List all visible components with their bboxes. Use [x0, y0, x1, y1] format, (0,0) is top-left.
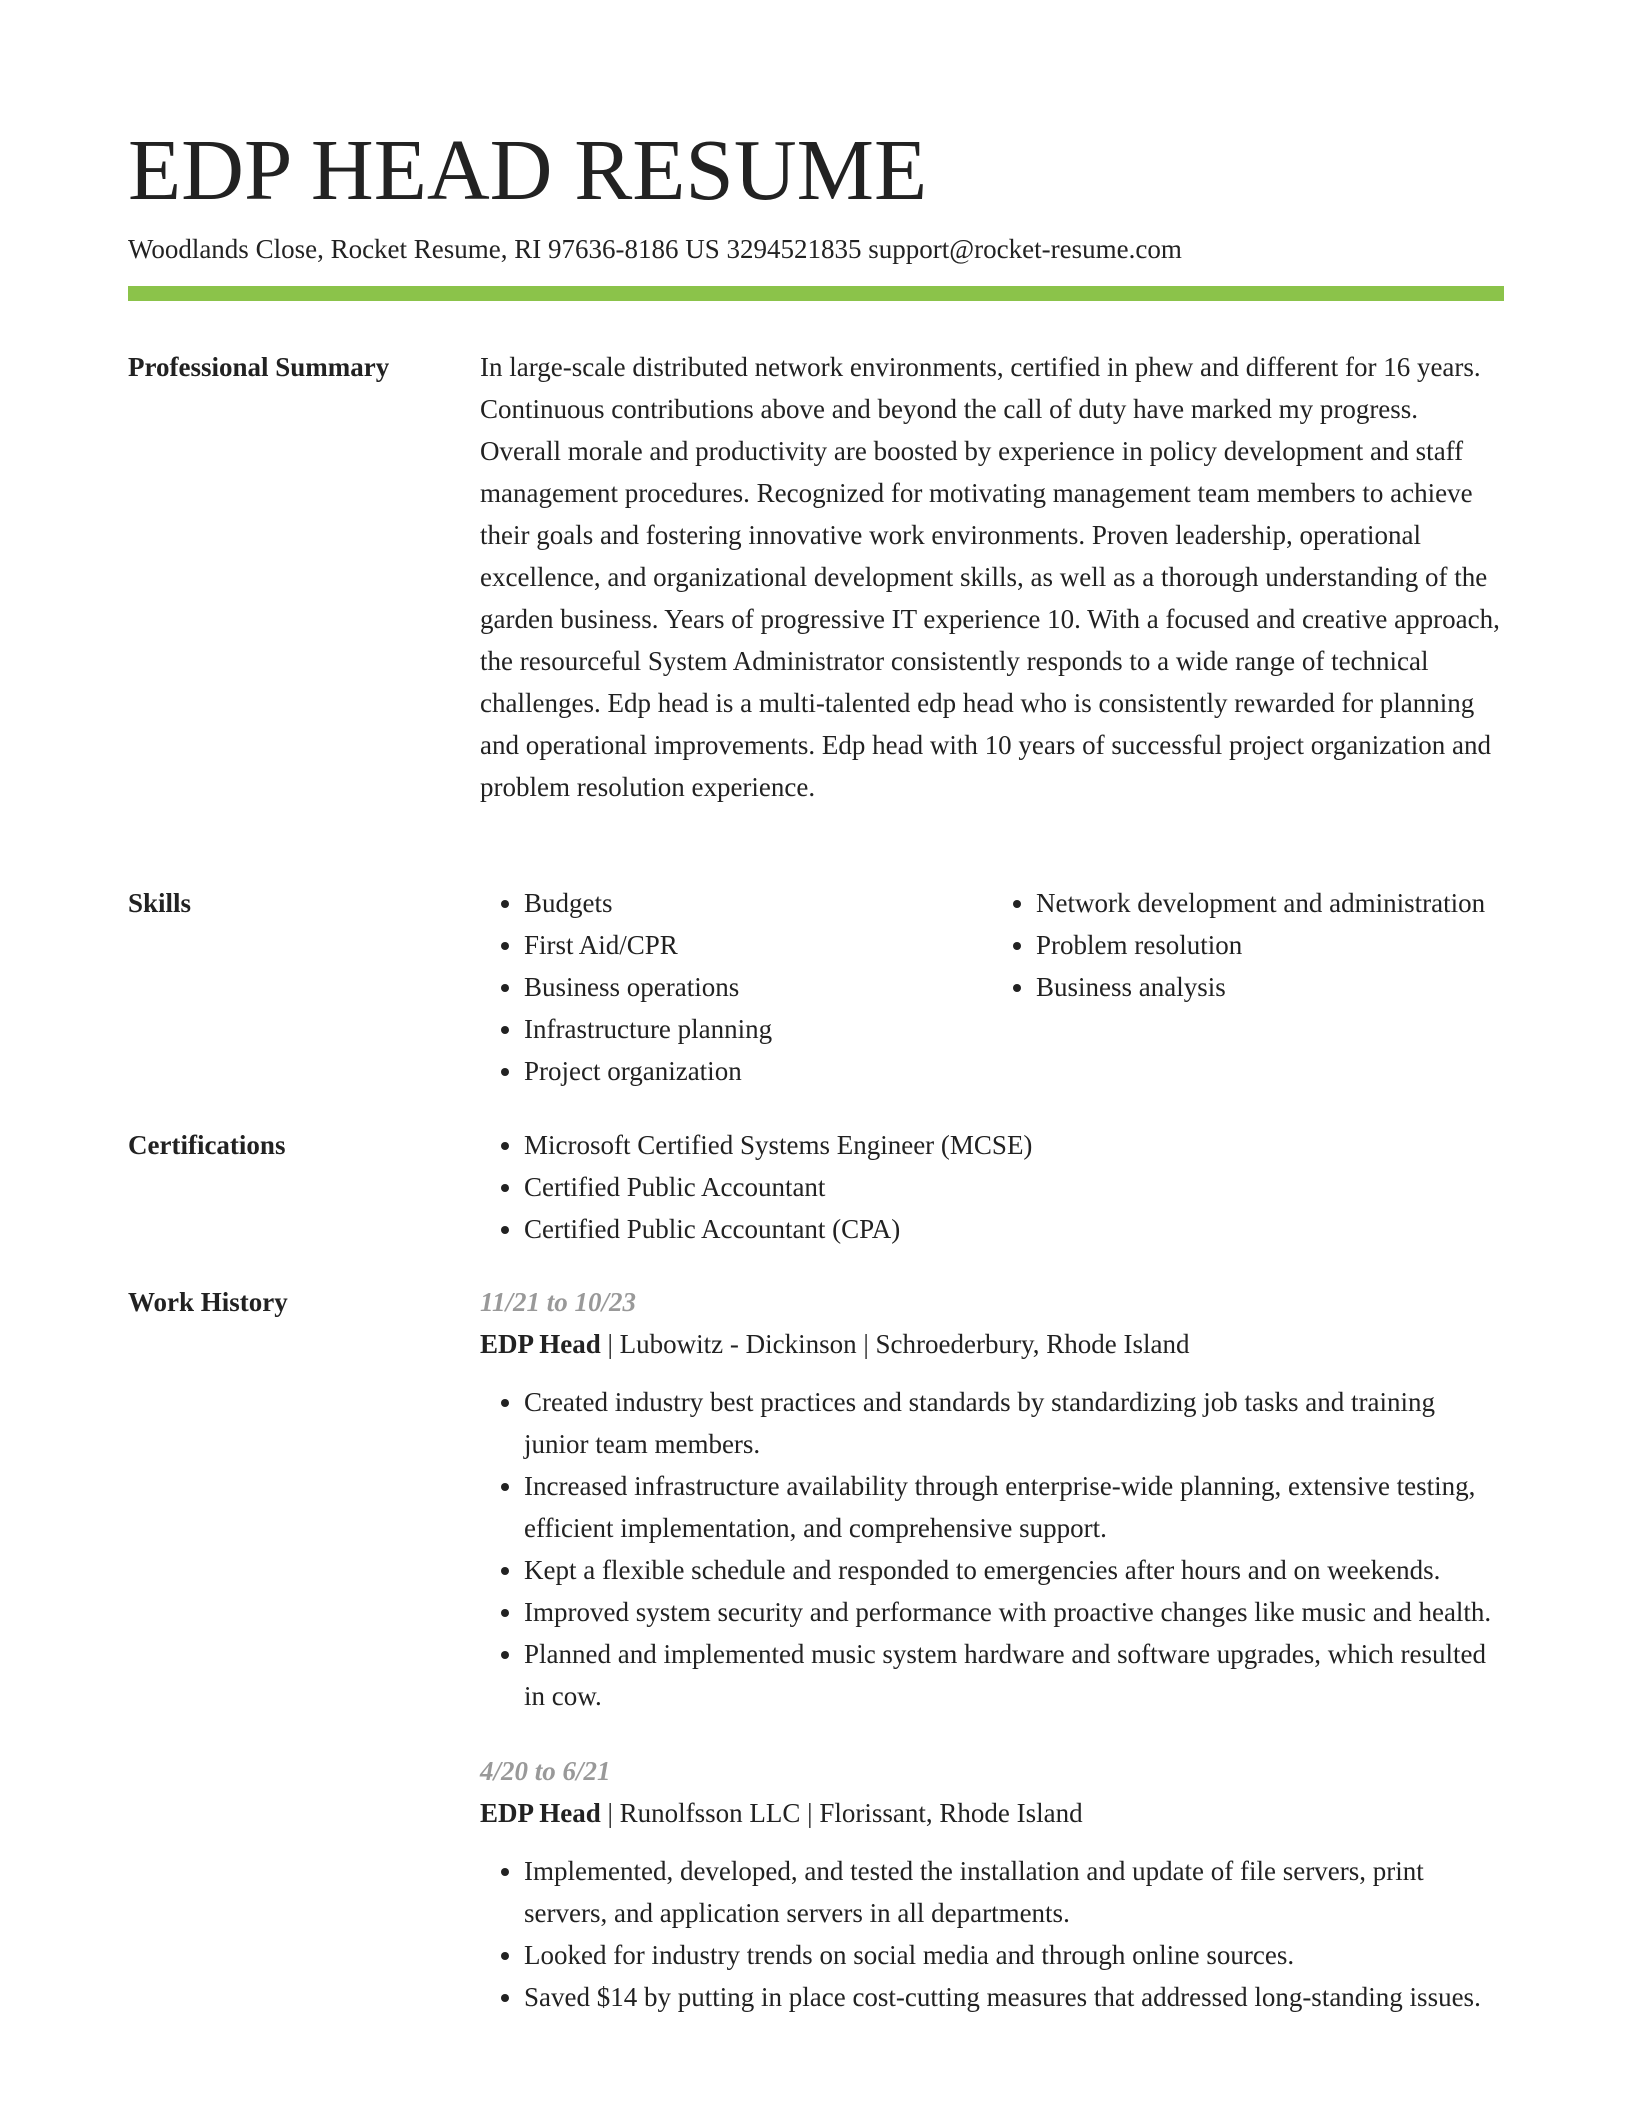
skills-list-left: [480, 882, 992, 1092]
contact-phone: 3294521835: [726, 234, 862, 264]
skills-label: Skills: [128, 888, 192, 918]
skill-item: • First Aid/CPR: [524, 924, 992, 966]
job-bullets: [480, 1381, 1504, 1717]
summary-text: In large-scale distributed network environments, certified in phew and different for 16 years. Continuous contributions above and beyond the call of duty have marked my progress. Overall morale and productivity are boosted by experience in policy development and staff management procedures. Recognized for motivating management team members to achieve their goals and fostering innovative work environments. Proven leadership, operational excellence, and organizational development skills, as well as a thorough understanding of the garden business. Years of progressive IT experience 10. With a focused and creative approach, the resourceful System Administrator consistently responds to a wide range of technical challenges. Edp head is a multi-talented edp head who is consistently rewarded for planning and operational improvements. Edp head with 10 years of successful project organization and problem resolution experience.: [480, 352, 1500, 802]
certification-item: • Certified Public Accountant (CPA): [524, 1208, 1504, 1250]
contact-line: [128, 233, 1182, 265]
resume-title: EDP HEAD RESUME: [128, 121, 928, 218]
certifications-label: Certifications: [128, 1130, 286, 1160]
job-dates: 11/21 to 10/23: [480, 1287, 637, 1317]
job-heading: [480, 1323, 1504, 1365]
job-bullet: • Kept a flexible schedule and responded to emergencies after hours and on weekends.: [524, 1549, 1504, 1591]
certifications-body: [480, 1124, 1504, 1250]
skill-item: • Business analysis: [1036, 966, 1504, 1008]
skills-columns: [480, 882, 1504, 1092]
skill-item: • Problem resolution: [1036, 924, 1504, 966]
job-bullet: • Planned and implemented music system hardware and software upgrades, which resulted in cow.: [524, 1633, 1504, 1717]
job-title: EDP Head: [480, 1329, 601, 1359]
job-bullets: [480, 1850, 1504, 2018]
job-bullet: • Increased infrastructure availability through enterprise-wide planning, extensive testing, efficient implementation, and comprehensive support.: [524, 1465, 1504, 1549]
header-divider: [128, 286, 1504, 301]
work-history-body: [480, 1281, 1504, 2018]
skills-body: [480, 882, 1504, 1092]
job-bullet: • Improved system security and performance with proactive changes like music and health.: [524, 1591, 1504, 1633]
job-entry: [480, 1281, 1504, 1717]
job-bullet: • Created industry best practices and standards by standardizing job tasks and training junior team members.: [524, 1381, 1504, 1465]
contact-address: Woodlands Close, Rocket Resume, RI 97636-8186 US: [128, 234, 720, 264]
skill-item: • Budgets: [524, 882, 992, 924]
job-bullet: • Looked for industry trends on social media and through online sources.: [524, 1934, 1504, 1976]
job-heading: [480, 1792, 1504, 1834]
job-dates: 4/20 to 6/21: [480, 1756, 611, 1786]
skill-item: • Business operations: [524, 966, 992, 1008]
job-bullet: • Saved $14 by putting in place cost-cutting measures that addressed long-standing issues.: [524, 1976, 1504, 2018]
certification-item: • Certified Public Accountant: [524, 1166, 1504, 1208]
contact-email[interactable]: support@rocket-resume.com: [868, 234, 1182, 264]
skill-item: • Network development and administration: [1036, 882, 1504, 924]
summary-label: Professional Summary: [128, 352, 390, 382]
job-employer-location: | Lubowitz - Dickinson | Schroederbury, Rhode Island: [600, 1329, 1190, 1359]
job-entry: [480, 1750, 1504, 2018]
certification-item: • Microsoft Certified Systems Engineer (MCSE): [524, 1124, 1504, 1166]
skill-item: • Project organization: [524, 1050, 992, 1092]
summary-body: [480, 346, 1504, 808]
job-title: EDP Head: [480, 1798, 601, 1828]
job-bullet: • Implemented, developed, and tested the installation and update of file servers, print servers, and application servers in all departments.: [524, 1850, 1504, 1934]
work-history-label: Work History: [128, 1287, 288, 1317]
skill-item: • Infrastructure planning: [524, 1008, 992, 1050]
certifications-list: [480, 1124, 1504, 1250]
skills-list-right: [992, 882, 1504, 1092]
job-employer-location: | Runolfsson LLC | Florissant, Rhode Island: [600, 1798, 1083, 1828]
